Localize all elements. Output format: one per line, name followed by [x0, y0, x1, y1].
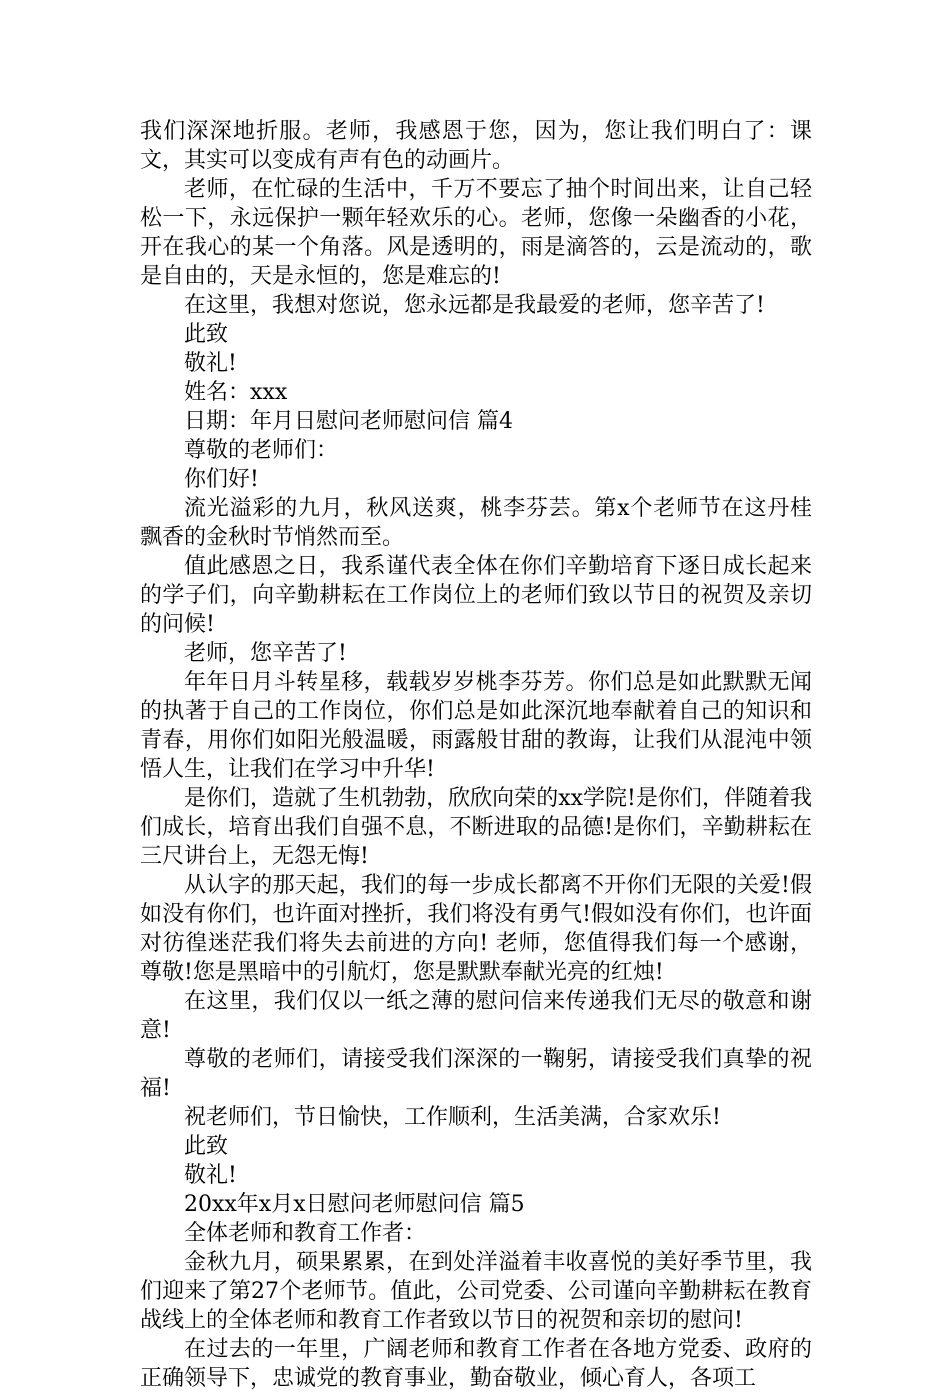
document-body: [140, 117, 812, 1393]
paragraph: 流光溢彩的九月，秋风送爽，桃李芬芸。第x个老师节在这丹桂飘香的金秋时节悄然而至。: [140, 496, 812, 550]
paragraph: 年年日月斗转星移，载载岁岁桃李芬芳。你们总是如此默默无闻的执著于自己的工作岗位，你们总是如此深沉地奉献着自己的知识和青春，用你们如阳光般温暖，雨露般甘甜的教诲，让我们从混沌中领悟人生，让我们在学习中升华!: [140, 670, 812, 782]
paragraph: 老师，您辛苦了!: [184, 641, 347, 666]
paragraph: 老师，在忙碌的生活中，千万不要忘了抽个时间出来，让自己轻松一下，永远保护一颗年轻欢乐的心。老师，您像一朵幽香的小花，开在我心的某一个角落。风是透明的，雨是滴答的，云是流动的，歌是自由的，天是永恒的，您是难忘的!: [140, 177, 812, 289]
paragraph: 我们深深地折服。老师，我感恩于您，因为，您让我们明白了：课文，其实可以变成有声有色的动画片。: [140, 119, 812, 173]
paragraph: 全体老师和教育工作者：: [184, 1221, 427, 1246]
paragraph: 姓名：xxx: [184, 380, 288, 405]
paragraph: 尊敬的老师们，请接受我们深深的一鞠躬，请接受我们真挚的祝福!: [140, 1047, 812, 1101]
paragraph: 此致: [184, 322, 229, 347]
paragraph: 从认字的那天起，我们的每一步成长都离不开你们无限的关爱!假如没有你们，也许面对挫折，我们将没有勇气!假如没有你们，也许面对彷徨迷茫我们将失去前进的方向! 老师，您值得我们每一个感谢，尊敬!您是黑暗中的引航灯，您是默默奉献光亮的红烛!: [140, 873, 812, 985]
paragraph: 20xx年x月x日慰问老师慰问信 篇5: [184, 1192, 525, 1217]
paragraph: 金秋九月，硕果累累，在到处洋溢着丰收喜悦的美好季节里，我们迎来了第27个老师节。值此，公司党委、公司谨向辛勤耕耘在教育战线上的全体老师和教育工作者致以节日的祝贺和亲切的慰问!: [140, 1250, 812, 1333]
paragraph: 值此感恩之日，我系谨代表全体在你们辛勤培育下逐日成长起来的学子们，向辛勤耕耘在工作岗位上的老师们致以节日的祝贺及亲切的问候!: [140, 554, 812, 637]
paragraph: 是你们，造就了生机勃勃，欣欣向荣的xx学院!是你们，伴随着我们成长，培育出我们自强不息，不断进取的品德!是你们，辛勤耕耘在三尺讲台上，无怨无悔!: [140, 786, 812, 869]
paragraph: 在这里，我们仅以一纸之薄的慰问信来传递我们无尽的敬意和谢意!: [140, 989, 812, 1043]
paragraph: 你们好!: [184, 467, 259, 492]
paragraph: 祝老师们，节日愉快，工作顺利，生活美满，合家欢乐!: [184, 1105, 721, 1130]
paragraph: 敬礼!: [184, 1163, 237, 1188]
paragraph: 在这里，我想对您说，您永远都是我最爱的老师，您辛苦了!: [184, 293, 765, 318]
paragraph: 尊敬的老师们：: [184, 438, 339, 463]
paragraph: 此致: [184, 1134, 229, 1159]
paragraph: 敬礼!: [184, 351, 237, 376]
paragraph: 日期：年月日慰问老师慰问信 篇4: [184, 409, 513, 434]
paragraph: 在过去的一年里，广阔老师和教育工作者在各地方党委、政府的正确领导下，忠诚党的教育事业，勤奋敬业，倾心育人，各项工: [140, 1337, 812, 1391]
